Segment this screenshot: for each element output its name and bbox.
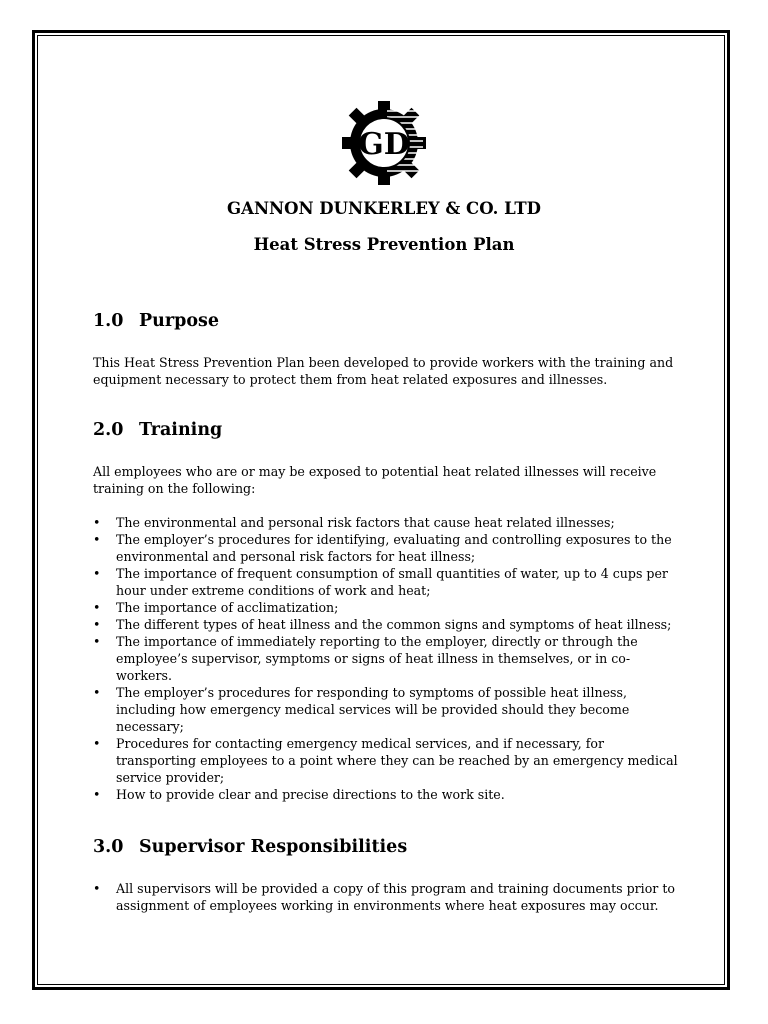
section-title: Training	[139, 420, 223, 440]
list-item-text: How to provide clear and precise directions to the work site.	[116, 787, 505, 802]
list-item-text: The different types of heat illness and the common signs and symptoms of heat illness;	[116, 617, 672, 632]
section-number: 1.0	[93, 311, 124, 331]
section-title: Supervisor Responsibilities	[139, 837, 408, 857]
bullet-icon: •	[93, 881, 101, 896]
list-item-text: The environmental and personal risk factors that cause heat related illnesses;	[116, 515, 615, 530]
section-number: 3.0	[93, 837, 124, 857]
list-item	[93, 684, 683, 735]
bullet-icon: •	[93, 617, 101, 632]
bullet-icon: •	[93, 515, 101, 530]
list-item-text: The importance of acclimatization;	[116, 600, 339, 615]
logo-letters: GD	[358, 127, 410, 162]
list-item-text: The employer’s procedures for responding to symptoms of possible heat illness, including how emergency medical services will be provided should they become necessary;	[116, 685, 630, 734]
bullet-icon: •	[93, 685, 101, 700]
section-heading-purpose	[93, 311, 219, 331]
list-item	[93, 599, 683, 616]
supervisor-responsibilities-list	[93, 880, 683, 914]
list-item-text: The importance of frequent consumption of small quantities of water, up to 4 cups per hour under extreme conditions of work and heat;	[116, 566, 668, 598]
document-title: Heat Stress Prevention Plan	[253, 235, 515, 254]
list-item	[93, 531, 683, 565]
training-topics-list	[93, 514, 683, 803]
company-logo	[329, 101, 439, 185]
bullet-icon: •	[93, 787, 101, 802]
section-number: 2.0	[93, 420, 124, 440]
company-name: GANNON DUNKERLEY & CO. LTD	[227, 199, 541, 218]
section-heading-training	[93, 420, 222, 440]
bullet-icon: •	[93, 634, 101, 649]
training-intro-paragraph: All employees who are or may be exposed to potential heat related illnesses will receive training on the following:	[93, 464, 657, 496]
section-title: Purpose	[139, 311, 219, 331]
list-item	[93, 565, 683, 599]
list-item-text: All supervisors will be provided a copy of this program and training documents prior to assignment of employees working in environments where heat exposures may occur.	[116, 881, 675, 913]
list-item	[93, 514, 683, 531]
list-item-text: The importance of immediately reporting to the employer, directly or through the employee’s supervisor, symptoms or signs of heat illness in themselves, or in co-workers.	[116, 634, 638, 683]
list-item-text: Procedures for contacting emergency medical services, and if necessary, for transporting employees to a point where they can be reached by an emergency medical service provider;	[116, 736, 678, 785]
bullet-icon: •	[93, 600, 101, 615]
list-item	[93, 735, 683, 786]
list-item	[93, 616, 683, 633]
list-item	[93, 633, 683, 684]
purpose-paragraph: This Heat Stress Prevention Plan been developed to provide workers with the training and equipment necessary to protect them from heat related exposures and illnesses.	[93, 355, 674, 387]
section-heading-supervisor-responsibilities	[93, 837, 407, 857]
list-item-text: The employer’s procedures for identifying, evaluating and controlling exposures to the environmental and personal risk factors for heat illness;	[116, 532, 672, 564]
bullet-icon: •	[93, 736, 101, 751]
list-item	[93, 880, 683, 914]
bullet-icon: •	[93, 566, 101, 581]
list-item	[93, 786, 683, 803]
bullet-icon: •	[93, 532, 101, 547]
